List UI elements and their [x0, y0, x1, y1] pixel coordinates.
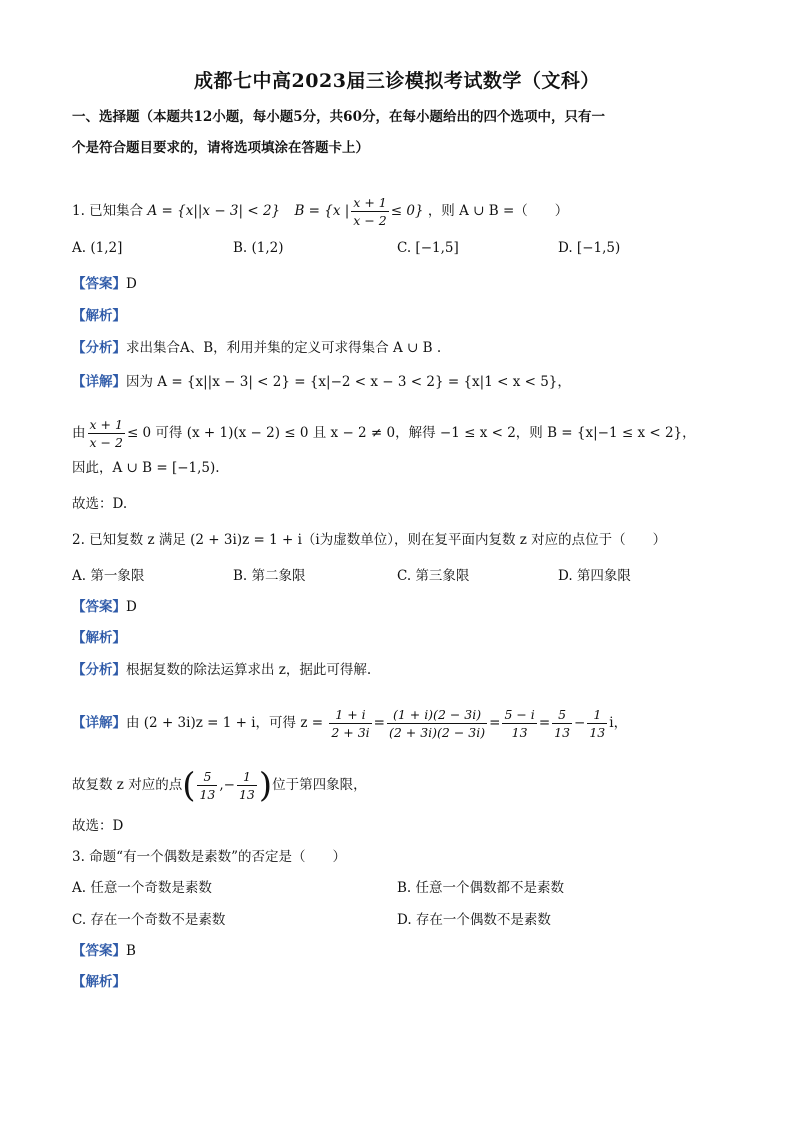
q3-option-b: B. 任意一个偶数都不是素数 — [397, 880, 565, 896]
q1-stem — [72, 194, 568, 229]
q2-stem: 2. 已知复数 z 满足 (2 + 3i)z = 1 + i（i为虚数单位），则在复平面内复数 z 对应的点位于（ ） — [72, 532, 667, 548]
q3-option-d: D. 存在一个偶数不是素数 — [397, 912, 551, 928]
q2-answer-value: D — [126, 599, 137, 615]
q1-detail-2-prefix: 由 — [72, 425, 86, 441]
q2-point-left-paren: ( — [182, 765, 196, 806]
q2-point-right-paren: ) — [258, 765, 273, 806]
q1-option-c: C. [−1,5] — [397, 240, 459, 256]
q1-fenxi-label: 【分析】 — [72, 340, 126, 356]
q2-detail-label: 【详解】 — [72, 715, 126, 731]
q2-point-x — [197, 768, 217, 803]
q2-point-x-num: 5 — [197, 768, 217, 786]
q1-fenxi-row — [72, 338, 441, 358]
q2-analysis-label: 【解析】 — [72, 630, 126, 646]
q2-detail-2-prefix: 故复数 z 对应的点 — [72, 777, 183, 793]
q1-conclusion: 故选：D. — [72, 496, 128, 512]
q2-detail-1-prefix: 由 (2 + 3i)z = 1 + i，可得 z = — [126, 715, 324, 731]
q2-fraction-2 — [387, 706, 487, 741]
page-title: 成都七中高2023届三诊模拟考试数学（文科） — [194, 70, 600, 92]
q1-detail-text-1: 因为 A = {x||x − 3| < 2} = {x|−2 < x − 3 < 2} = {x|1 < x < 5}， — [126, 374, 571, 390]
q2-detail-row-2: 故复数 z 对应的点( $\frac{5}{13}$ ,− $\frac{1}{13}$ )位于第四象限， — [72, 765, 367, 806]
section-heading-line-1: 一、选择题（本题共12小题，每小题5分，共60分，在每小题给出的四个选项中，只有一 — [72, 109, 605, 125]
q1-detail-2-text: ≤ 0 可得 (x + 1)(x − 2) ≤ 0 且 x − 2 ≠ 0，解得 −1 ≤ x < 2，则 B = {x|−1 ≤ x < 2}， — [126, 425, 696, 441]
q1-set-b-numerator: x + 1 — [353, 195, 387, 210]
q2-point-y — [237, 768, 257, 803]
q2-fenxi-label: 【分析】 — [72, 662, 126, 678]
q1-prefix: 1. 已知集合 — [72, 203, 144, 219]
q3-answer-row — [72, 941, 136, 961]
q2-fraction-2-den: (2 + 3i)(2 − 3i) — [388, 725, 486, 740]
q2-fraction-5-num: 1 — [587, 706, 607, 724]
q1-set-b-left: B = {x | — [294, 203, 350, 219]
q1-option-a: A. (1,2] — [72, 240, 123, 256]
q2-option-b: B. 第二象限 — [233, 568, 306, 584]
q2-fraction-3-den: 13 — [511, 725, 528, 740]
section-heading-line-2: 个是符合题目要求的，请将选项填涂在答题卡上） — [72, 140, 369, 156]
q2-fraction-3-num: 5 − i — [504, 707, 535, 722]
q1-detail-denominator: x − 2 — [89, 435, 123, 450]
q2-fraction-1 — [329, 706, 371, 741]
q2-detail-row-1: 【详解】由 (2 + 3i)z = 1 + i，可得 z = $\frac{1 + i}{2 + 3i}$ = $\frac{(1 + i)(2 - 3i)}{(2 + 3i)(2 - 3i)}$ = $\frac{5 - i}{13}$ = $\frac{5}{13}$ − $\frac{1}{13}$ i， — [72, 707, 628, 740]
q1-detail-numerator: x + 1 — [89, 417, 123, 432]
q1-answer-row — [72, 274, 137, 294]
q2-detail-2-suffix: 位于第四象限， — [272, 777, 367, 793]
q2-answer-row — [72, 597, 137, 617]
q1-set-b-denominator: x − 2 — [353, 213, 387, 228]
q2-fraction-4-num: 5 — [552, 706, 572, 724]
q1-answer-label: 【答案】 — [72, 276, 126, 292]
q1-set-a: A = {x||x − 3| < 2} — [147, 203, 281, 219]
q2-option-a: A. 第一象限 — [72, 568, 145, 584]
q1-set-b-right: ≤ 0} — [390, 203, 424, 219]
q2-fraction-3 — [502, 706, 536, 741]
q1-suffix: ，则 A ∪ B =（ ） — [427, 203, 569, 219]
q2-point-x-den: 13 — [199, 787, 216, 802]
q1-detail-fraction — [88, 416, 125, 451]
q1-detail-row-2 — [72, 416, 696, 451]
q2-detail-1-suffix: i， — [609, 715, 628, 731]
q3-stem: 3. 命题“有一个偶数是素数”的否定是（ ） — [72, 849, 346, 865]
q2-option-d: D. 第四象限 — [558, 568, 631, 584]
q2-fraction-1-num: 1 + i — [329, 706, 371, 724]
q3-answer-label: 【答案】 — [72, 943, 126, 959]
q2-fraction-1-den: 2 + 3i — [331, 725, 370, 740]
q3-option-c: C. 存在一个奇数不是素数 — [72, 912, 226, 928]
q2-answer-label: 【答案】 — [72, 599, 126, 615]
q2-fraction-5-den: 13 — [589, 725, 606, 740]
q1-option-b: B. (1,2) — [233, 240, 284, 256]
q2-point-y-den: 13 — [238, 787, 255, 802]
q2-fenxi-text: 根据复数的除法运算求出 z，据此可得解. — [126, 662, 372, 678]
q3-option-a: A. 任意一个奇数是素数 — [72, 880, 212, 896]
q1-answer-value: D — [126, 276, 137, 292]
q2-point-y-num: 1 — [237, 768, 257, 786]
q1-detail-row-3: 因此，A ∪ B = [−1,5). — [72, 460, 220, 476]
q1-detail-row-1 — [72, 372, 571, 392]
q1-analysis-label: 【解析】 — [72, 308, 126, 324]
q3-analysis-label: 【解析】 — [72, 974, 126, 990]
q3-answer-value: B — [126, 943, 136, 959]
q2-fraction-4 — [552, 706, 572, 741]
q1-detail-label: 【详解】 — [72, 374, 126, 390]
q2-fraction-5 — [587, 706, 607, 741]
q1-fenxi-text: 求出集合A、B，利用并集的定义可求得集合 A ∪ B . — [126, 340, 442, 356]
q1-set-b-fraction — [351, 194, 388, 229]
q2-fraction-2-num: (1 + i)(2 − 3i) — [387, 706, 487, 724]
q2-conclusion: 故选：D — [72, 818, 124, 834]
q2-option-c: C. 第三象限 — [397, 568, 470, 584]
q2-fenxi-row — [72, 660, 371, 680]
q1-option-d: D. [−1,5) — [558, 240, 621, 256]
q2-fraction-4-den: 13 — [554, 725, 571, 740]
